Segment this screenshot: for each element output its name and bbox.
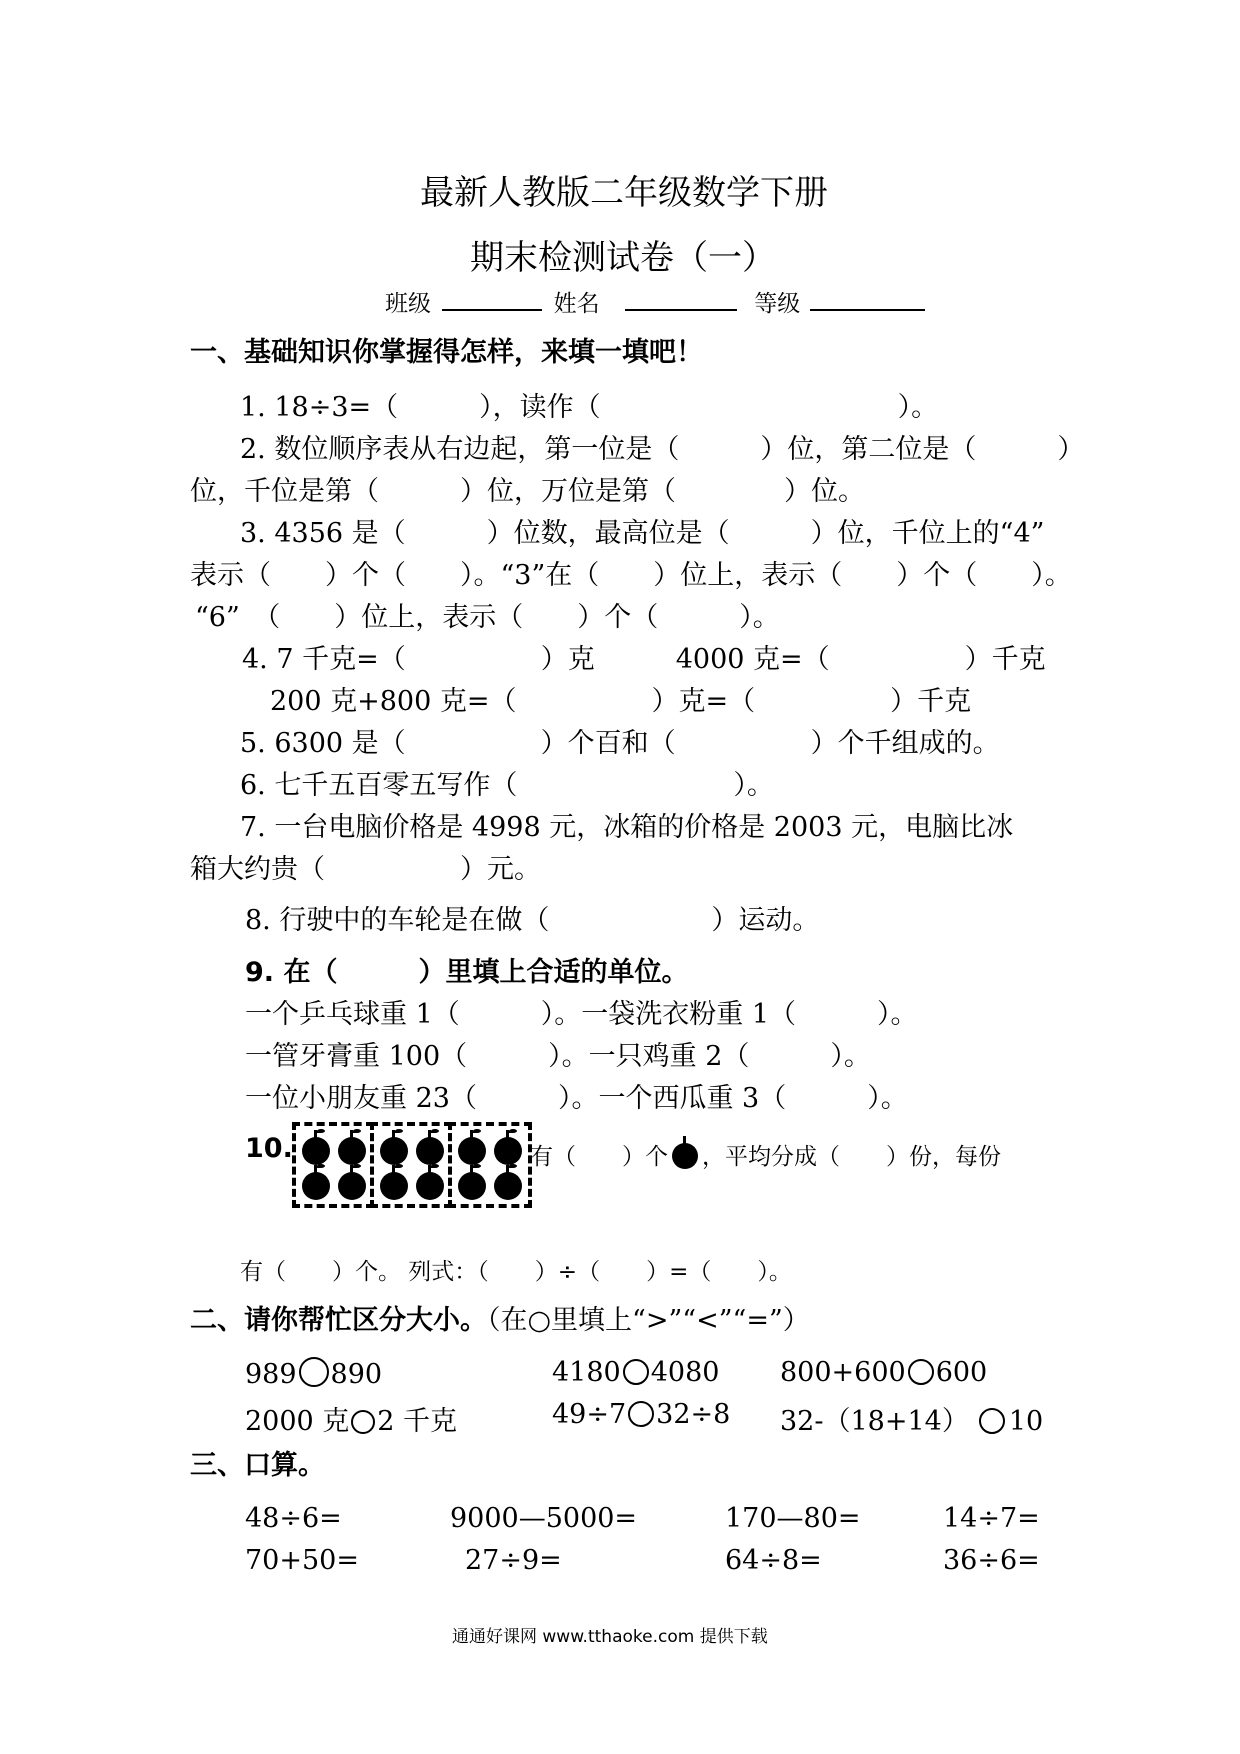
calc-item: 9000—5000= — [450, 1503, 638, 1534]
compare-left: 49÷7 — [552, 1399, 627, 1430]
grade-field[interactable] — [810, 283, 925, 311]
compare-item — [552, 1399, 730, 1430]
calc-item: 14÷7= — [943, 1503, 1040, 1534]
info-row — [385, 283, 925, 318]
compare-circle[interactable] — [908, 1359, 934, 1385]
section3-heading: 三、口算。 — [190, 1450, 325, 1481]
question-10-text — [530, 1138, 1001, 1171]
compare-circle[interactable] — [299, 1357, 329, 1387]
calc-item: 36÷6= — [943, 1545, 1040, 1576]
question-1: 1. 18÷3=（ ），读作（ ）。 — [240, 392, 939, 423]
compare-right: 890 — [330, 1359, 383, 1390]
question-6: 6. 七千五百零五写作（ ）。 — [240, 770, 774, 801]
compare-left: 4180 — [552, 1357, 621, 1388]
apple-icon — [458, 1172, 486, 1200]
apple-icon — [338, 1137, 366, 1165]
apple-icon — [380, 1137, 408, 1165]
question-10-text-a: 有（ ）个 — [530, 1144, 668, 1170]
question-5: 5. 6300 是（ ）个百和（ ）个千组成的。 — [240, 728, 1000, 759]
compare-right: 4080 — [650, 1357, 720, 1388]
section1-heading: 一、基础知识你掌握得怎样，来填一填吧！ — [190, 337, 703, 368]
compare-item — [552, 1357, 719, 1388]
page-title: 最新人教版二年级数学下册 — [420, 173, 828, 213]
question-4-line2: 200 克+800 克=（ ）克=（ ）千克 — [270, 686, 972, 717]
name-label: 姓名 — [553, 291, 600, 317]
apple-icon — [416, 1172, 444, 1200]
compare-left: 2000 克 — [245, 1406, 350, 1437]
compare-left: 32-（18+14） — [780, 1406, 969, 1437]
apple-icon — [302, 1137, 330, 1165]
grade-label: 等级 — [754, 291, 801, 317]
name-field[interactable] — [625, 283, 737, 311]
question-2-line2: 位，千位是第（ ）位，万位是第（ ）位。 — [190, 476, 865, 507]
question-9-line1: 一个乒乓球重 1（ ）。一袋洗衣粉重 1（ ）。 — [245, 999, 918, 1030]
class-label: 班级 — [385, 291, 431, 317]
calc-item: 64÷8= — [725, 1545, 822, 1576]
compare-circle[interactable] — [628, 1401, 654, 1427]
compare-circle[interactable] — [979, 1408, 1005, 1434]
compare-right: 32÷8 — [656, 1399, 731, 1430]
question-4-line1: 4. 7 千克=（ ）克 4000 克=（ ）千克 — [242, 644, 1046, 675]
section2-heading — [190, 1298, 810, 1337]
apple-icon — [302, 1172, 330, 1200]
section2-note: （在○里填上“>”“<”“=”） — [487, 1305, 810, 1336]
compare-circle[interactable] — [351, 1410, 375, 1434]
apple-icon — [338, 1172, 366, 1200]
apple-icon — [380, 1172, 408, 1200]
class-field[interactable] — [442, 283, 542, 311]
compare-right: 2 千克 — [377, 1406, 458, 1437]
apple-icon — [458, 1137, 486, 1165]
calc-item: 170—80= — [725, 1503, 861, 1534]
question-3-line2: 表示（ ）个（ ）。“3”在（ ）位上，表示（ ）个（ ）。 — [190, 560, 1072, 591]
apple-icon — [494, 1137, 522, 1165]
compare-circle[interactable] — [623, 1359, 649, 1385]
question-10-number: 10. — [245, 1133, 293, 1164]
compare-item — [245, 1357, 382, 1390]
question-9-heading: 9. 在（ ）里填上合适的单位。 — [245, 957, 689, 988]
question-10-text-b: ，平均分成（ ）份，每份 — [702, 1144, 1001, 1170]
footer-credit: 通通好课网 www.tthaoke.com 提供下载 — [452, 1627, 768, 1647]
calc-item: 70+50= — [245, 1545, 359, 1576]
question-3-line3: “6” （ ）位上，表示（ ）个（ ）。 — [195, 602, 780, 633]
compare-item — [780, 1357, 987, 1388]
question-10-line2: 有（ ）个。 列式：（ ）÷（ ）=（ ）。 — [240, 1259, 792, 1285]
question-3-line1: 3. 4356 是（ ）位数，最高位是（ ）位，千位上的“4” — [240, 518, 1045, 549]
apple-icon — [494, 1172, 522, 1200]
calc-item: 48÷6= — [245, 1503, 342, 1534]
calc-item: 27÷9= — [465, 1545, 562, 1576]
page-subtitle: 期末检测试卷（一） — [470, 238, 776, 278]
apple-icon — [416, 1137, 444, 1165]
question-2-line1: 2. 数位顺序表从右边起，第一位是（ ）位，第二位是（ ） — [240, 434, 1085, 465]
question-8: 8. 行驶中的车轮是在做（ ）运动。 — [245, 905, 820, 936]
compare-left: 800+600 — [780, 1357, 906, 1388]
section2-title: 二、请你帮忙区分大小。 — [190, 1305, 487, 1336]
compare-item — [780, 1399, 1043, 1438]
compare-right: 600 — [935, 1357, 988, 1388]
question-9-line2: 一管牙膏重 100（ ）。一只鸡重 2（ ）。 — [245, 1041, 871, 1072]
compare-right: 10 — [1008, 1406, 1044, 1437]
question-7-line2: 箱大约贵（ ）元。 — [190, 854, 541, 885]
question-7-line1: 7. 一台电脑价格是 4998 元，冰箱的价格是 2003 元，电脑比冰 — [240, 812, 1014, 843]
apple-icon — [672, 1143, 698, 1169]
compare-left: 989 — [245, 1359, 297, 1390]
question-9-line3: 一位小朋友重 23（ ）。一个西瓜重 3（ ）。 — [245, 1083, 908, 1114]
compare-item — [245, 1399, 457, 1438]
